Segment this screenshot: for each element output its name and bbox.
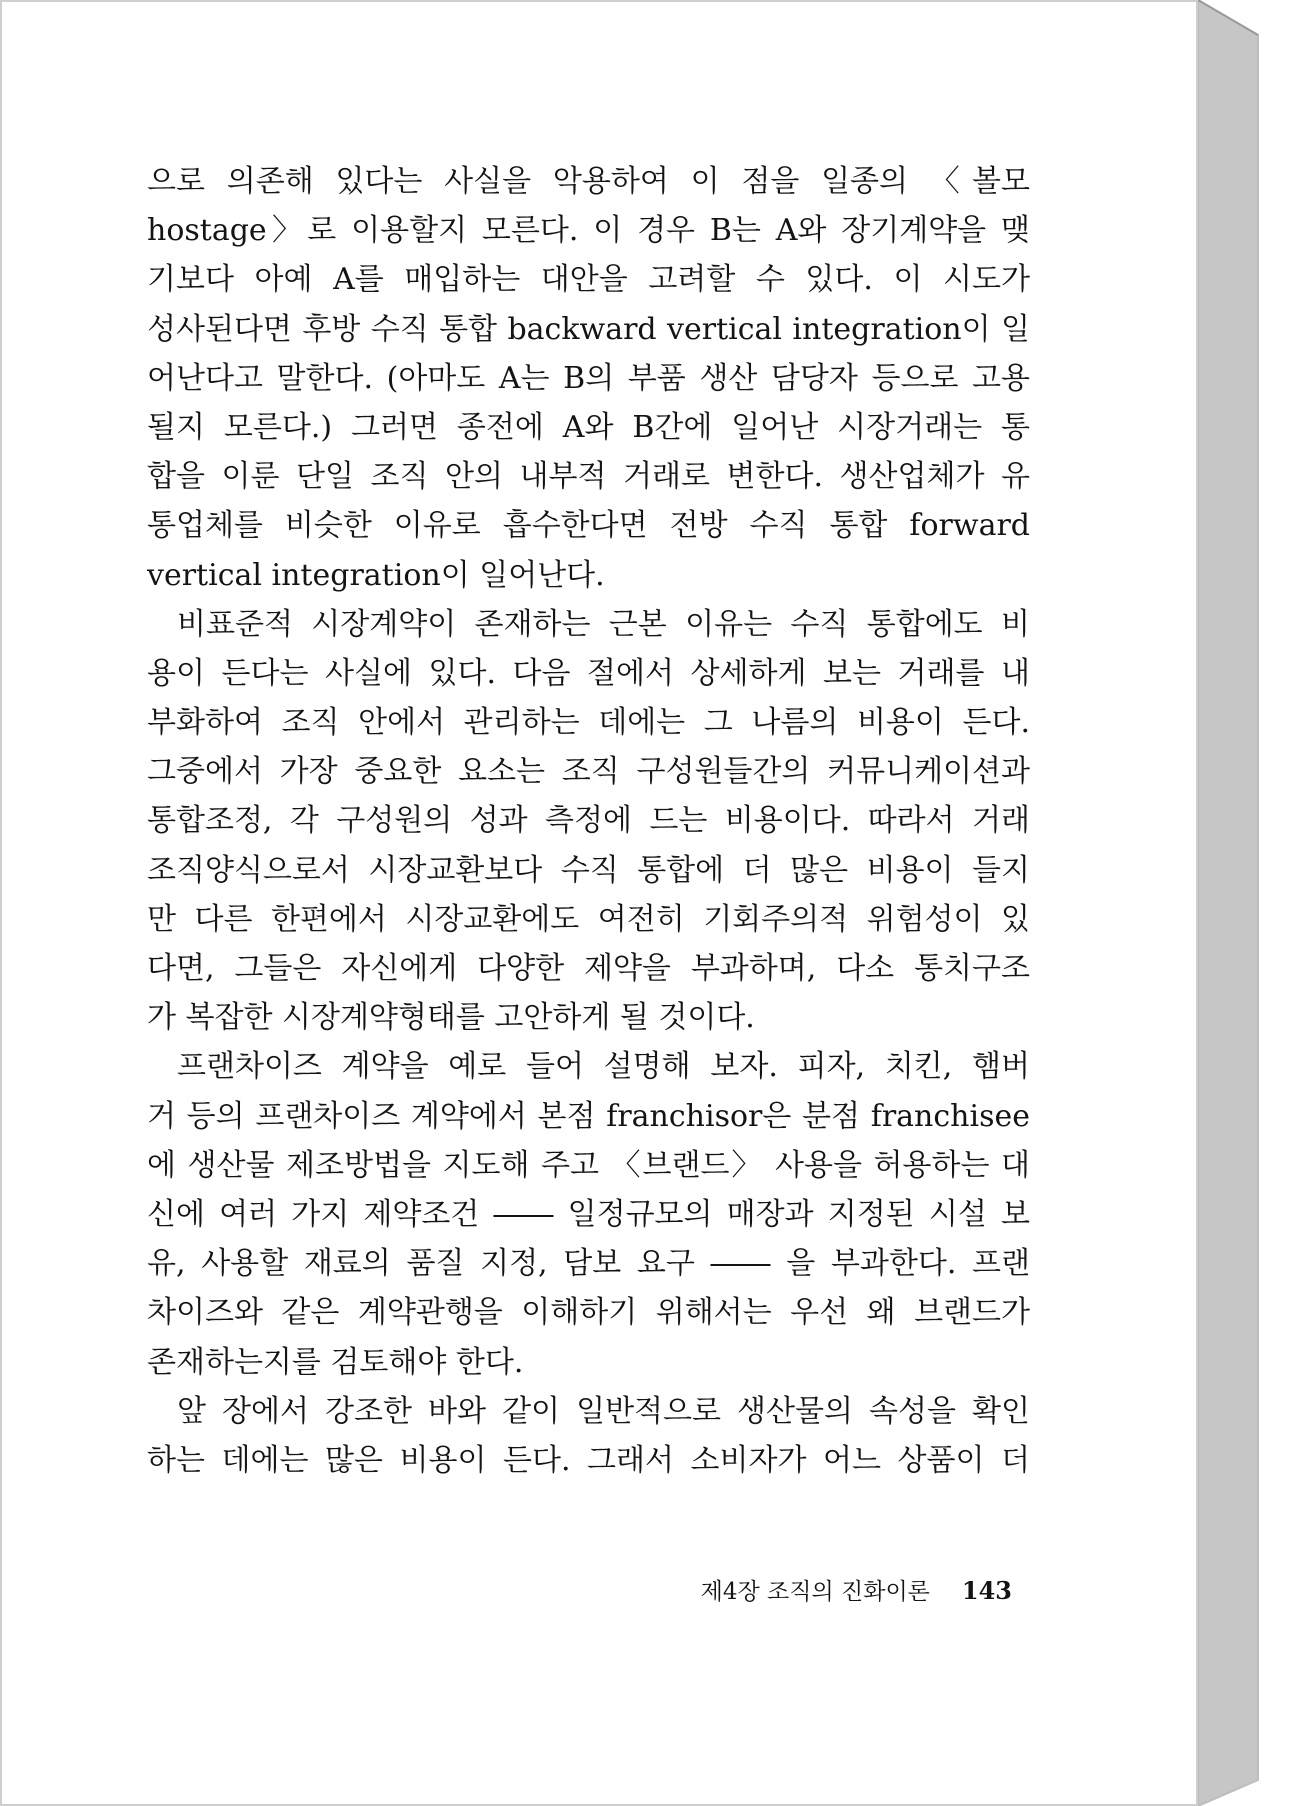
page-footer <box>652 1573 1012 1606</box>
text-line: 될지 모른다.) 그러면 종전에 A와 B간에 일어난 시장거래는 통 <box>147 409 1030 445</box>
text-line: 에 생산물 제조방법을 지도해 주고 〈브랜드〉 사용을 허용하는 대 <box>147 1147 1030 1183</box>
text-line: 존재하는지를 검토해야 한다. <box>147 1344 524 1380</box>
text-line: 용이 든다는 사실에 있다. 다음 절에서 상세하게 보는 거래를 내 <box>147 655 1030 691</box>
text-line: 차이즈와 같은 계약관행을 이해하기 위해서는 우선 왜 브랜드가 <box>147 1295 1030 1331</box>
text-line: hostage〉로 이용할지 모른다. 이 경우 B는 A와 장기계약을 맺 <box>147 213 1030 249</box>
text-line: 거 등의 프랜차이즈 계약에서 본점 franchisor은 분점 franchisee <box>147 1098 1030 1134</box>
body-text <box>147 157 1030 1485</box>
text-line: 신에 여러 가지 제약조건 ―― 일정규모의 매장과 지정된 시설 보 <box>147 1196 1030 1232</box>
text-line: 기보다 아예 A를 매입하는 대안을 고려할 수 있다. 이 시도가 <box>147 262 1030 298</box>
text-line: vertical integration이 일어난다. <box>147 557 605 593</box>
text-line: 조직양식으로서 시장교환보다 수직 통합에 더 많은 비용이 들지 <box>147 852 1030 888</box>
text-line: 통업체를 비슷한 이유로 흡수한다면 전방 수직 통합 forward <box>147 508 1030 544</box>
text-line: 만 다른 한편에서 시장교환에도 여전히 기회주의적 위험성이 있 <box>147 901 1030 937</box>
text-line: 으로 의존해 있다는 사실을 악용하여 이 점을 일종의 〈볼모 <box>147 164 1030 199</box>
text-line: 비표준적 시장계약이 존재하는 근본 이유는 수직 통합에도 비 <box>177 606 1030 642</box>
book-edge <box>1198 0 1268 1806</box>
text-line: 부화하여 조직 안에서 관리하는 데에는 그 나름의 비용이 든다. <box>147 705 1030 741</box>
text-line: 그중에서 가장 중요한 요소는 조직 구성원들간의 커뮤니케이션과 <box>147 754 1030 790</box>
text-line: 프랜차이즈 계약을 예로 들어 설명해 보자. 피자, 치킨, 햄버 <box>177 1049 1030 1085</box>
page-number: 143 <box>961 1576 1012 1605</box>
text-line: 어난다고 말한다. (아마도 A는 B의 부품 생산 담당자 등으로 고용 <box>147 360 1030 396</box>
text-line: 합을 이룬 단일 조직 안의 내부적 거래로 변한다. 생산업체가 유 <box>147 459 1030 495</box>
text-line: 성사된다면 후방 수직 통합 backward vertical integration이 일 <box>147 311 1030 347</box>
text-line: 유, 사용할 재료의 품질 지정, 담보 요구 ―― 을 부과한다. 프랜 <box>147 1246 1030 1282</box>
text-line: 앞 장에서 강조한 바와 같이 일반적으로 생산물의 속성을 확인 <box>177 1393 1030 1429</box>
book-edge-shape <box>1198 0 1268 1806</box>
text-line: 통합조정, 각 구성원의 성과 측정에 드는 비용이다. 따라서 거래 <box>147 803 1030 839</box>
chapter-title: 제4장 조직의 진화이론 <box>700 1579 930 1605</box>
text-line: 하는 데에는 많은 비용이 든다. 그래서 소비자가 어느 상품이 더 <box>147 1442 1030 1478</box>
text-line: 다면, 그들은 자신에게 다양한 제약을 부과하며, 다소 통치구조 <box>147 951 1030 986</box>
text-line: 가 복잡한 시장계약형태를 고안하게 될 것이다. <box>147 1000 755 1036</box>
